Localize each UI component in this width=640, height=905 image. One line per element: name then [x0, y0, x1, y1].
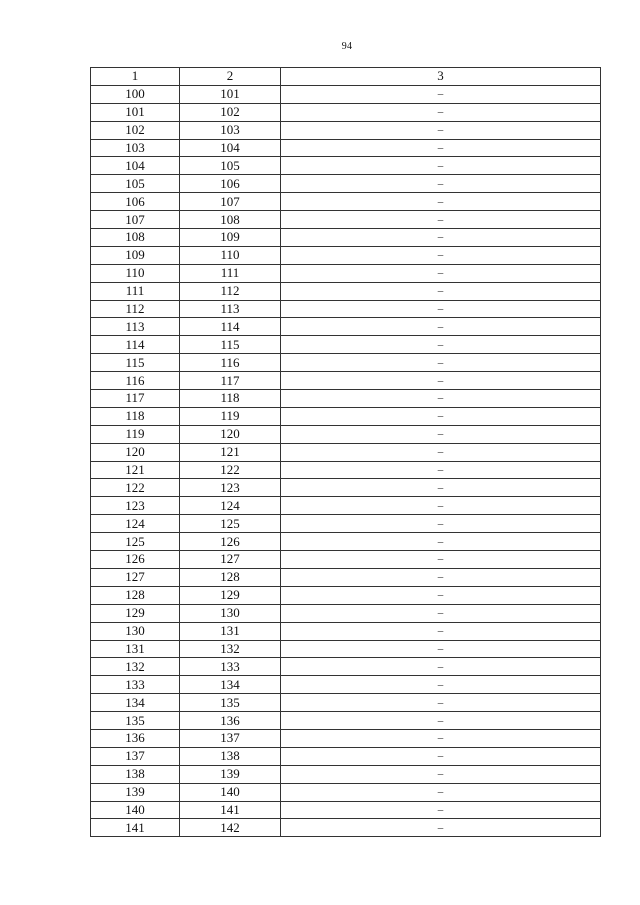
table-row	[91, 318, 601, 336]
column-header-1: 1	[91, 68, 180, 86]
table-cell-col-2: 114	[180, 318, 281, 336]
table-cell-col-2: 137	[180, 729, 281, 747]
table-cell-col-1: 133	[91, 676, 180, 694]
table-cell-col-3: –	[281, 300, 601, 318]
table-cell-col-2: 110	[180, 246, 281, 264]
table-cell-col-2: 121	[180, 443, 281, 461]
table-row	[91, 139, 601, 157]
table-row	[91, 533, 601, 551]
table-cell-col-1: 131	[91, 640, 180, 658]
table-cell-col-2: 120	[180, 425, 281, 443]
table-row	[91, 336, 601, 354]
table-body	[91, 85, 601, 836]
table-cell-col-3: –	[281, 282, 601, 300]
table-cell-col-2: 109	[180, 229, 281, 247]
table-cell-col-2: 115	[180, 336, 281, 354]
table-row	[91, 783, 601, 801]
table-cell-col-3: –	[281, 175, 601, 193]
table-row	[91, 747, 601, 765]
table-cell-col-3: –	[281, 604, 601, 622]
column-header-3: 3	[281, 68, 601, 86]
table-cell-col-2: 113	[180, 300, 281, 318]
table-row	[91, 604, 601, 622]
table-cell-col-3: –	[281, 229, 601, 247]
table-row	[91, 461, 601, 479]
table-cell-col-1: 117	[91, 390, 180, 408]
table-cell-col-2: 117	[180, 372, 281, 390]
table-cell-col-2: 101	[180, 85, 281, 103]
table-row	[91, 443, 601, 461]
table-row	[91, 425, 601, 443]
table-cell-col-2: 128	[180, 568, 281, 586]
table-row	[91, 85, 601, 103]
table-row	[91, 121, 601, 139]
table-cell-col-1: 122	[91, 479, 180, 497]
table-row	[91, 765, 601, 783]
table-row	[91, 282, 601, 300]
table-cell-col-1: 100	[91, 85, 180, 103]
table-cell-col-2: 106	[180, 175, 281, 193]
table-row	[91, 372, 601, 390]
table-cell-col-1: 134	[91, 694, 180, 712]
table-cell-col-3: –	[281, 193, 601, 211]
table-cell-col-3: –	[281, 121, 601, 139]
table-row	[91, 622, 601, 640]
table-cell-col-2: 108	[180, 211, 281, 229]
table-cell-col-1: 105	[91, 175, 180, 193]
table-header-row	[91, 68, 601, 86]
table-cell-col-1: 114	[91, 336, 180, 354]
table-cell-col-2: 111	[180, 264, 281, 282]
table-cell-col-3: –	[281, 443, 601, 461]
table-cell-col-2: 125	[180, 515, 281, 533]
table-cell-col-1: 132	[91, 658, 180, 676]
table-cell-col-2: 124	[180, 497, 281, 515]
table-cell-col-2: 133	[180, 658, 281, 676]
table-cell-col-2: 105	[180, 157, 281, 175]
table-cell-col-3: –	[281, 497, 601, 515]
table-cell-col-3: –	[281, 336, 601, 354]
table-cell-col-1: 126	[91, 551, 180, 569]
table-cell-col-2: 140	[180, 783, 281, 801]
table-cell-col-2: 126	[180, 533, 281, 551]
table-cell-col-3: –	[281, 85, 601, 103]
table-cell-col-1: 120	[91, 443, 180, 461]
table-cell-col-3: –	[281, 712, 601, 730]
table-row	[91, 694, 601, 712]
table-row	[91, 211, 601, 229]
table-cell-col-2: 103	[180, 121, 281, 139]
table-row	[91, 551, 601, 569]
table-cell-col-3: –	[281, 658, 601, 676]
table-cell-col-1: 127	[91, 568, 180, 586]
table-cell-col-1: 118	[91, 407, 180, 425]
table-cell-col-2: 123	[180, 479, 281, 497]
table-row	[91, 497, 601, 515]
table-cell-col-2: 118	[180, 390, 281, 408]
table-cell-col-3: –	[281, 390, 601, 408]
table-cell-col-1: 136	[91, 729, 180, 747]
table-cell-col-3: –	[281, 372, 601, 390]
table-row	[91, 193, 601, 211]
table-cell-col-1: 141	[91, 819, 180, 837]
table-cell-col-1: 102	[91, 121, 180, 139]
table-cell-col-3: –	[281, 640, 601, 658]
data-table	[90, 67, 601, 837]
table-row	[91, 246, 601, 264]
table-cell-col-1: 113	[91, 318, 180, 336]
table-cell-col-2: 112	[180, 282, 281, 300]
table-cell-col-2: 134	[180, 676, 281, 694]
table-row	[91, 264, 601, 282]
table-cell-col-3: –	[281, 211, 601, 229]
table-cell-col-3: –	[281, 318, 601, 336]
table-row	[91, 300, 601, 318]
table-cell-col-2: 127	[180, 551, 281, 569]
table-row	[91, 515, 601, 533]
table-cell-col-3: –	[281, 819, 601, 837]
table-cell-col-2: 119	[180, 407, 281, 425]
table-row	[91, 229, 601, 247]
table-cell-col-1: 138	[91, 765, 180, 783]
table-cell-col-3: –	[281, 586, 601, 604]
table-cell-col-1: 116	[91, 372, 180, 390]
table-cell-col-2: 135	[180, 694, 281, 712]
table-cell-col-2: 116	[180, 354, 281, 372]
table-row	[91, 157, 601, 175]
page-number: 94	[341, 41, 353, 52]
table-cell-col-3: –	[281, 139, 601, 157]
table-row	[91, 676, 601, 694]
table-cell-col-1: 129	[91, 604, 180, 622]
column-header-2: 2	[180, 68, 281, 86]
table-row	[91, 175, 601, 193]
table-cell-col-1: 112	[91, 300, 180, 318]
table-cell-col-3: –	[281, 264, 601, 282]
table-cell-col-2: 129	[180, 586, 281, 604]
table-cell-col-2: 122	[180, 461, 281, 479]
table-cell-col-1: 109	[91, 246, 180, 264]
table-cell-col-2: 132	[180, 640, 281, 658]
table-cell-col-2: 131	[180, 622, 281, 640]
table-cell-col-2: 107	[180, 193, 281, 211]
table-cell-col-3: –	[281, 765, 601, 783]
table-cell-col-1: 137	[91, 747, 180, 765]
table-cell-col-1: 110	[91, 264, 180, 282]
table-cell-col-1: 106	[91, 193, 180, 211]
table-cell-col-1: 130	[91, 622, 180, 640]
table-cell-col-3: –	[281, 747, 601, 765]
table-row	[91, 568, 601, 586]
table-row	[91, 586, 601, 604]
table-cell-col-2: 141	[180, 801, 281, 819]
table-row	[91, 819, 601, 837]
table-cell-col-1: 121	[91, 461, 180, 479]
table-cell-col-3: –	[281, 461, 601, 479]
table-row	[91, 390, 601, 408]
table-cell-col-3: –	[281, 157, 601, 175]
table-cell-col-3: –	[281, 515, 601, 533]
table-cell-col-1: 103	[91, 139, 180, 157]
table-cell-col-3: –	[281, 676, 601, 694]
table-cell-col-3: –	[281, 425, 601, 443]
table-row	[91, 640, 601, 658]
table-row	[91, 801, 601, 819]
table-cell-col-1: 123	[91, 497, 180, 515]
table-cell-col-2: 136	[180, 712, 281, 730]
table-cell-col-1: 108	[91, 229, 180, 247]
table-cell-col-3: –	[281, 407, 601, 425]
table-cell-col-3: –	[281, 694, 601, 712]
table-cell-col-1: 115	[91, 354, 180, 372]
table-cell-col-1: 119	[91, 425, 180, 443]
table-cell-col-3: –	[281, 729, 601, 747]
table-cell-col-3: –	[281, 551, 601, 569]
table-cell-col-2: 139	[180, 765, 281, 783]
table-cell-col-1: 104	[91, 157, 180, 175]
table-cell-col-3: –	[281, 246, 601, 264]
table-cell-col-1: 135	[91, 712, 180, 730]
table-cell-col-2: 102	[180, 103, 281, 121]
table-row	[91, 658, 601, 676]
table-cell-col-3: –	[281, 354, 601, 372]
table-row	[91, 729, 601, 747]
table-cell-col-3: –	[281, 783, 601, 801]
table-cell-col-2: 142	[180, 819, 281, 837]
table-row	[91, 712, 601, 730]
table-row	[91, 103, 601, 121]
table-cell-col-3: –	[281, 622, 601, 640]
table-row	[91, 407, 601, 425]
table-cell-col-1: 139	[91, 783, 180, 801]
table-cell-col-1: 101	[91, 103, 180, 121]
table-cell-col-3: –	[281, 801, 601, 819]
table-row	[91, 479, 601, 497]
table-row	[91, 354, 601, 372]
table-cell-col-3: –	[281, 533, 601, 551]
table-cell-col-2: 104	[180, 139, 281, 157]
table-cell-col-3: –	[281, 479, 601, 497]
table-cell-col-1: 128	[91, 586, 180, 604]
table-cell-col-2: 138	[180, 747, 281, 765]
table-cell-col-1: 140	[91, 801, 180, 819]
table-cell-col-1: 107	[91, 211, 180, 229]
table-cell-col-1: 111	[91, 282, 180, 300]
table-cell-col-2: 130	[180, 604, 281, 622]
table-cell-col-3: –	[281, 568, 601, 586]
table-cell-col-3: –	[281, 103, 601, 121]
table-cell-col-1: 125	[91, 533, 180, 551]
table-cell-col-1: 124	[91, 515, 180, 533]
